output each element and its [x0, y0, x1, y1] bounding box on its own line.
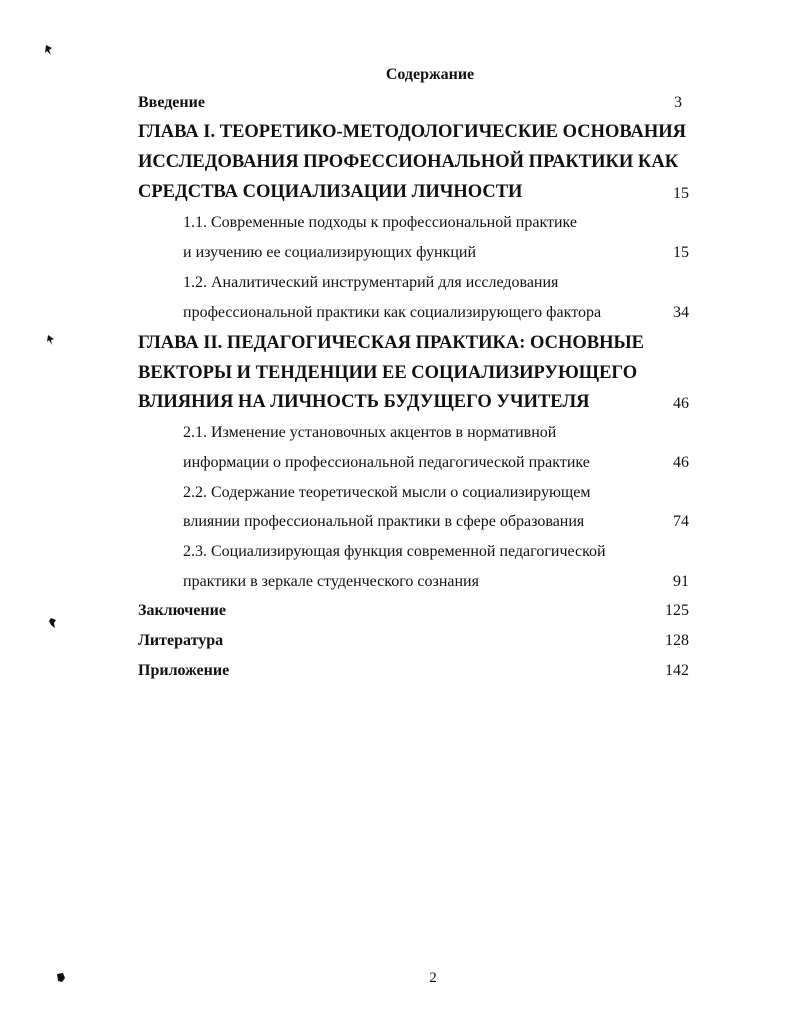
- toc-entry-page: 46: [673, 454, 689, 471]
- toc-entry-section-2-1-line-1[interactable]: [0, 424, 796, 454]
- toc-entry-page: 34: [673, 304, 689, 321]
- toc-entry-text: информации о профессиональной педагогической практике: [183, 454, 590, 471]
- toc-entry-page: 125: [665, 602, 689, 619]
- toc-entry-page: 91: [673, 573, 689, 590]
- toc-entry-section-2-2-line-2[interactable]: [0, 513, 796, 543]
- toc-entry-text: СРЕДСТВА СОЦИАЛИЗАЦИИ ЛИЧНОСТИ: [138, 182, 523, 202]
- toc-entry-literature[interactable]: [0, 632, 796, 662]
- toc-entry-chapter-1-line-3[interactable]: [0, 182, 796, 212]
- toc-entry-text: Введение: [138, 94, 205, 111]
- toc-entry-page: 142: [665, 662, 689, 679]
- toc-entry-section-2-2-line-1[interactable]: [0, 484, 796, 514]
- toc-entry-chapter-1-line-1[interactable]: [0, 122, 796, 152]
- toc-entry-text: Приложение: [138, 662, 230, 679]
- toc-entry-text: 2.2. Содержание теоретической мысли о социализирующем: [183, 484, 591, 501]
- toc-entry-text: профессиональной практики как социализирующего фактора: [183, 304, 602, 321]
- toc-entry-section-2-1-line-2[interactable]: [0, 454, 796, 484]
- toc-entry-text: Заключение: [138, 602, 226, 619]
- toc-entry-text: влиянии профессиональной практики в сфере образования: [183, 513, 585, 530]
- scan-mark-icon: [48, 617, 58, 629]
- toc-entry-chapter-2-line-3[interactable]: [0, 392, 796, 422]
- toc-entry-text: 2.1. Изменение установочных акцентов в нормативной: [183, 424, 557, 441]
- page-number: 2: [429, 970, 437, 986]
- toc-entry-text: Литература: [138, 632, 224, 649]
- toc-entry-chapter-1-line-2[interactable]: [0, 152, 796, 182]
- toc-entry-page: 15: [673, 244, 689, 261]
- toc-entry-chapter-2-line-1[interactable]: [0, 333, 796, 363]
- toc-entry-text: ИССЛЕДОВАНИЯ ПРОФЕССИОНАЛЬНОЙ ПРАКТИКИ КАК: [138, 152, 679, 172]
- toc-entry-section-1-2-line-2[interactable]: [0, 304, 796, 334]
- toc-entry-section-1-2-line-1[interactable]: [0, 274, 796, 304]
- toc-entry-page: 15: [673, 185, 689, 202]
- toc-entry-text: ГЛАВА I. ТЕОРЕТИКО-МЕТОДОЛОГИЧЕСКИЕ ОСНОВАНИЯ: [138, 122, 687, 142]
- toc-entry-chapter-2-line-2[interactable]: [0, 363, 796, 393]
- toc-entry-section-1-1-line-1[interactable]: [0, 214, 796, 244]
- toc-entry-introduction[interactable]: [0, 94, 796, 124]
- toc-entry-text: 1.2. Аналитический инструментарий для исследования: [183, 274, 559, 291]
- toc-entry-text: ГЛАВА II. ПЕДАГОГИЧЕСКАЯ ПРАКТИКА: ОСНОВНЫЕ: [138, 333, 645, 353]
- toc-entry-section-2-3-line-2[interactable]: [0, 573, 796, 603]
- toc-entry-page: 74: [673, 513, 689, 530]
- toc-entry-text: практики в зеркале студенческого сознания: [183, 573, 479, 590]
- page-title: Содержание: [385, 66, 475, 83]
- scan-mark-icon: [44, 44, 54, 56]
- toc-entry-page: 128: [665, 632, 689, 649]
- toc-entry-section-1-1-line-2[interactable]: [0, 244, 796, 274]
- toc-entry-page: 3: [674, 94, 682, 111]
- toc-entry-text: 1.1. Современные подходы к профессиональной практике: [183, 214, 578, 231]
- toc-entry-text: ВЕКТОРЫ И ТЕНДЕНЦИИ ЕЕ СОЦИАЛИЗИРУЮЩЕГО: [138, 363, 638, 383]
- toc-entry-text: 2.3. Социализирующая функция современной педагогической: [183, 543, 606, 560]
- toc-entry-appendix[interactable]: [0, 662, 796, 692]
- toc-entry-page: 46: [673, 395, 689, 412]
- toc-entry-text: ВЛИЯНИЯ НА ЛИЧНОСТЬ БУДУЩЕГО УЧИТЕЛЯ: [138, 392, 590, 412]
- toc-entry-conclusion[interactable]: [0, 602, 796, 632]
- scan-mark-icon: [46, 334, 56, 346]
- toc-entry-text: и изучению ее социализирующих функций: [183, 244, 477, 261]
- toc-entry-section-2-3-line-1[interactable]: [0, 543, 796, 573]
